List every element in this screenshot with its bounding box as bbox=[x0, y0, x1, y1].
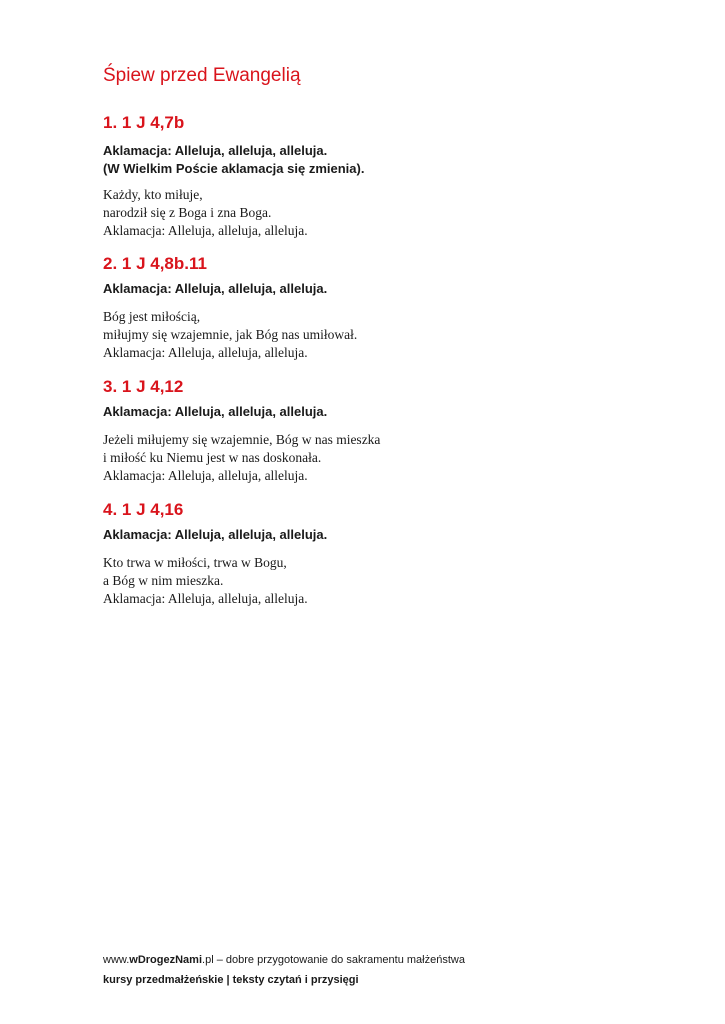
verse-line: a Bóg w nim mieszka. bbox=[103, 573, 224, 588]
verse-line: i miłość ku Niemu jest w nas doskonała. bbox=[103, 450, 322, 465]
verse-text bbox=[103, 186, 663, 240]
footer-site-prefix: www. bbox=[103, 954, 130, 966]
page-title: Śpiew przed Ewangelią bbox=[103, 65, 301, 86]
verse-line: Aklamacja: Alleluja, alleluja, alleluja. bbox=[103, 223, 308, 238]
footer-line-2: kursy przedmałżeńskie | teksty czytań i przysięgi bbox=[103, 974, 359, 986]
footer-line-1 bbox=[103, 950, 465, 970]
verse-line: Każdy, kto miłuje, bbox=[103, 187, 203, 202]
verse-line: Aklamacja: Alleluja, alleluja, alleluja. bbox=[103, 468, 308, 483]
acclamation: Aklamacja: Alleluja, alleluja, alleluja. bbox=[103, 143, 328, 158]
verse-line: narodził się z Boga i zna Boga. bbox=[103, 205, 272, 220]
footer-site-suffix: .pl bbox=[202, 954, 214, 966]
section-reference: 4. 1 J 4,16 bbox=[103, 500, 184, 519]
section-reference: 1. 1 J 4,7b bbox=[103, 113, 185, 132]
footer-site-name: wDrogezNami bbox=[129, 954, 203, 966]
verse-line: Aklamacja: Alleluja, alleluja, alleluja. bbox=[103, 591, 308, 606]
verse-line: Aklamacja: Alleluja, alleluja, alleluja. bbox=[103, 345, 308, 360]
page-footer bbox=[103, 950, 465, 990]
acclamation: Aklamacja: Alleluja, alleluja, alleluja. bbox=[103, 281, 328, 296]
acclamation: Aklamacja: Alleluja, alleluja, alleluja. bbox=[103, 404, 328, 419]
reading-section-3 bbox=[103, 376, 663, 485]
reading-section-2 bbox=[103, 253, 663, 362]
footer-tagline: – dobre przygotowanie do sakramentu małżeństwa bbox=[213, 954, 465, 966]
reading-section-1 bbox=[103, 112, 663, 240]
acclamation-note: (W Wielkim Poście aklamacja się zmienia). bbox=[103, 161, 365, 176]
acclamation: Aklamacja: Alleluja, alleluja, alleluja. bbox=[103, 527, 328, 542]
verse-line: Jeżeli miłujemy się wzajemnie, Bóg w nas mieszka bbox=[103, 432, 381, 447]
verse-text bbox=[103, 308, 663, 362]
reading-section-4 bbox=[103, 499, 663, 608]
verse-line: miłujmy się wzajemnie, jak Bóg nas umiłował. bbox=[103, 327, 358, 342]
verse-line: Kto trwa w miłości, trwa w Bogu, bbox=[103, 555, 287, 570]
section-reference: 3. 1 J 4,12 bbox=[103, 377, 184, 396]
section-reference: 2. 1 J 4,8b.11 bbox=[103, 254, 207, 273]
verse-text bbox=[103, 431, 663, 485]
verse-text bbox=[103, 554, 663, 608]
verse-line: Bóg jest miłością, bbox=[103, 309, 201, 324]
